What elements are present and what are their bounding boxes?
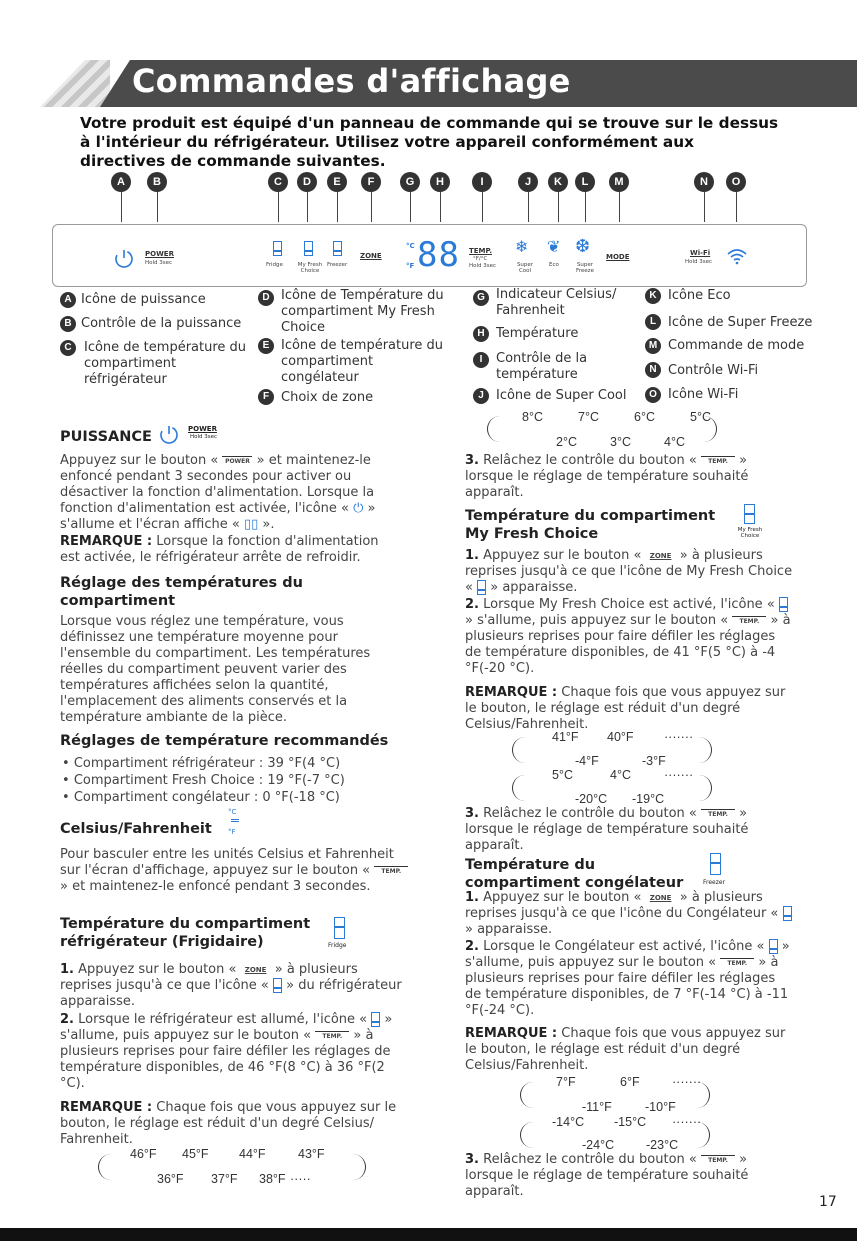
temp-step: 45°F xyxy=(182,1147,209,1161)
zone-button-mini: ZONE xyxy=(244,965,267,974)
temp-step: 37°F xyxy=(211,1172,238,1186)
temp-step: -23°C xyxy=(646,1138,679,1152)
legend-i-marker: I xyxy=(473,352,489,368)
marker-k: K xyxy=(548,172,568,192)
super-freeze-icon: ❆ xyxy=(575,236,591,257)
temp-step: -15°C xyxy=(614,1115,647,1129)
wifi-hold: Hold 3sec xyxy=(685,259,713,265)
temp-step: 2°C xyxy=(556,435,577,449)
eco-label: Eco xyxy=(549,262,559,268)
my-fresh-choice-icon xyxy=(744,504,755,524)
recommandes-item: • Compartiment réfrigérateur : 39 °F(4 °C) xyxy=(62,756,341,771)
power-label[interactable]: POWER xyxy=(145,250,174,258)
pointer-line xyxy=(337,192,338,222)
pointer-line xyxy=(585,192,586,222)
zone-button-mini: ZONE xyxy=(649,893,672,902)
marker-e: E xyxy=(327,172,347,192)
legend-e: Icône de température du compartiment congélateur xyxy=(281,338,444,385)
my-fresh-choice-icon xyxy=(477,580,486,595)
page-number: 17 xyxy=(819,1194,837,1210)
marker-c: C xyxy=(268,172,288,192)
congelateur-note: REMARQUE : Chaque fois que vous appuyez sur le bouton, le réglage est réduit d'un degré Celsius/Fahrenheit. xyxy=(465,1026,786,1073)
power-icon[interactable] xyxy=(113,247,135,269)
mfc-note: REMARQUE : Chaque fois que vous appuyez sur le bouton, le réglage est réduit d'un degré Celsius/Fahrenheit. xyxy=(465,685,786,732)
marker-n: N xyxy=(694,172,714,192)
fridge-label: Fridge xyxy=(266,262,283,268)
marker-j: J xyxy=(518,172,538,192)
marker-o: O xyxy=(726,172,746,192)
legend-f-marker: F xyxy=(258,389,274,405)
celsius-fahrenheit-title: Celsius/Fahrenheit xyxy=(60,821,212,837)
temperature-display: 88 xyxy=(417,235,460,275)
temp-button-mini: TEMP. xyxy=(701,456,735,465)
congelateur-step2: 2. Lorsque le Congélateur est activé, l'icône « » s'allume, puis appuyez sur le bouton « TEMP. » à plusieurs reprises pour faire défiler les réglages de température disponibles, de 7 °F(-14 °C) à -11 °F(-24 °C). xyxy=(465,939,790,1018)
temp-step: 46°F xyxy=(130,1147,157,1161)
temp-button-mini: TEMP. xyxy=(732,616,766,625)
pointer-line xyxy=(371,192,372,222)
temp-step: 44°F xyxy=(239,1147,266,1161)
display-digits-icon: ▯▯ xyxy=(243,517,259,532)
temp-step: 5°C xyxy=(552,768,573,782)
power-icon xyxy=(158,423,180,445)
fridge-label: Fridge xyxy=(328,942,347,949)
temp-step: 6°F xyxy=(620,1075,640,1089)
frigidaire-step2: 2. Lorsque le réfrigérateur est allumé, l'icône « » s'allume, puis appuyez sur le bouton « TEMP. » à plusieurs reprises pour faire défiler les réglages de température disponibles, de 46 °F(8 °C) à 36 °F(2 °C). xyxy=(60,1012,393,1091)
legend-o: Icône Wi-Fi xyxy=(668,387,739,402)
temp-step: 36°F xyxy=(157,1172,184,1186)
marker-a: A xyxy=(111,172,131,192)
legend-o-marker: O xyxy=(645,387,661,403)
intro-text: Votre produit est équipé d'un panneau de commande qui se trouve sur le dessus à l'intérieur du réfrigérateur. Utilisez votre appareil conformément aux directives de commande suivantes. xyxy=(80,114,779,170)
recommandes-title: Réglages de température recommandés xyxy=(60,733,389,749)
header-stripes xyxy=(40,60,110,107)
reglage-title: Réglage des températures du compartiment xyxy=(60,575,303,609)
frigidaire-title: Température du compartiment réfrigérateur (Frigidaire) xyxy=(60,916,311,950)
legend-k: Icône Eco xyxy=(668,288,731,303)
frigidaire-step1: 1. Appuyez sur le bouton « ZONE » à plusieurs reprises jusqu'à ce que l'icône « » du réfrigérateur apparaisse. xyxy=(60,962,402,1009)
eco-icon: ❦ xyxy=(547,237,561,256)
legend-b-marker: B xyxy=(60,316,76,332)
fridge-icon xyxy=(273,241,282,256)
wifi-icon xyxy=(726,247,748,265)
super-freeze-label: Super Freeze xyxy=(576,262,594,274)
legend-h-marker: H xyxy=(473,326,489,342)
marker-b: B xyxy=(147,172,167,192)
freezer-icon xyxy=(769,939,778,954)
celsius-indicator: °C xyxy=(406,242,415,250)
legend-m: Commande de mode xyxy=(668,338,805,353)
temp-step: ······· xyxy=(664,730,694,744)
pointer-line xyxy=(482,192,483,222)
temp-step: -24°C xyxy=(582,1138,615,1152)
celsius-fahrenheit-paragraph: Pour basculer entre les unités Celsius et Fahrenheit sur l'écran d'affichage, appuyez sur le bouton « TEMP. » et maintenez-le enfoncé pendant 3 secondes. xyxy=(60,847,410,895)
pointer-line xyxy=(440,192,441,222)
super-cool-label: Super Cool xyxy=(516,262,534,274)
temp-step: -11°F xyxy=(582,1100,612,1114)
temp-step: ······· xyxy=(672,1075,702,1089)
temp-button-mini: TEMP. xyxy=(374,866,408,875)
power-hold: Hold 3sec xyxy=(145,260,173,266)
legend-a-marker: A xyxy=(60,292,76,308)
legend-a: Icône de puissance xyxy=(81,292,206,307)
zone-button-mini: ZONE xyxy=(649,551,672,560)
legend-b: Contrôle de la puissance xyxy=(81,316,242,331)
recommandes-item: • Compartiment Fresh Choice : 19 °F(-7 °C) xyxy=(62,773,345,788)
pointer-line xyxy=(704,192,705,222)
temp-button-mini: TEMP. xyxy=(315,1031,349,1040)
power-hold: Hold 3sec xyxy=(190,434,218,440)
super-cool-icon: ❄ xyxy=(515,237,529,256)
my-fresh-choice-label: My Fresh Choice xyxy=(297,262,323,274)
temp-step: 5°C xyxy=(690,410,711,424)
congelateur-step1: 1. Appuyez sur le bouton « ZONE » à plusieurs reprises jusqu'à ce que l'icône du Congélateur « » apparaisse. xyxy=(465,890,795,938)
freezer-icon xyxy=(710,853,721,875)
celsius-indicator: °C xyxy=(228,808,237,816)
pointer-line xyxy=(410,192,411,222)
temp-step: 43°F xyxy=(298,1147,325,1161)
temp-step: ······· xyxy=(672,1115,702,1129)
temp-hold: Hold 3sec xyxy=(469,263,497,269)
freezer-label: Freezer xyxy=(327,262,348,268)
pointer-line xyxy=(121,192,122,222)
reglage-paragraph: Lorsque vous réglez une température, vous définissez une température moyenne pour l'ensemble du compartiment. Les températures réelles du compartiment peuvent varier des températures affichées selon la quantité, l'emplacement des aliments conservés et la température ambiante de la pièce. xyxy=(60,614,371,725)
temp-step: -4°F xyxy=(575,754,599,768)
temp-step: ····· xyxy=(290,1172,311,1186)
marker-i: I xyxy=(472,172,492,192)
legend-k-marker: K xyxy=(645,288,661,304)
temp-step: 38°F xyxy=(259,1172,286,1186)
mode-button[interactable]: MODE xyxy=(606,253,630,261)
puissance-title: PUISSANCE xyxy=(60,429,152,445)
power-button-mini: POWER xyxy=(222,456,252,465)
temp-step: 7°F xyxy=(556,1075,576,1089)
zone-button[interactable]: ZONE xyxy=(360,252,382,260)
legend-l-marker: L xyxy=(645,314,661,330)
marker-l: L xyxy=(575,172,595,192)
pointer-line xyxy=(736,192,737,222)
marker-d: D xyxy=(297,172,317,192)
marker-h: H xyxy=(430,172,450,192)
freezer-label: Freezer xyxy=(703,879,726,886)
mfc-title: Température du compartiment My Fresh Choice xyxy=(465,508,716,542)
my-fresh-choice-icon xyxy=(779,597,788,612)
marker-m: M xyxy=(609,172,629,192)
pointer-line xyxy=(278,192,279,222)
footer-bar xyxy=(0,1228,857,1241)
temp-step: 41°F xyxy=(552,730,579,744)
recommandes-item: • Compartiment congélateur : 0 °F(-18 °C) xyxy=(62,790,340,805)
legend-d-marker: D xyxy=(258,290,274,306)
legend-d: Icône de Température du compartiment My Fresh Choice xyxy=(281,288,444,335)
pointer-line xyxy=(619,192,620,222)
freezer-icon xyxy=(333,241,342,256)
page-title: Commandes d'affichage xyxy=(132,62,571,100)
temp-step: 8°C xyxy=(522,410,543,424)
temp-step: -14°C xyxy=(552,1115,585,1129)
fridge-icon xyxy=(334,917,345,939)
mfc-step3: 3. Relâchez le contrôle du bouton « TEMP. » lorsque le réglage de température souhaité apparaît. xyxy=(465,806,749,853)
puissance-note: REMARQUE : Lorsque la fonction d'alimentation est activée, le réfrigérateur arrête de refroidir. xyxy=(60,534,379,565)
fridge-icon xyxy=(273,978,282,993)
my-fresh-choice-label: My Fresh Choice xyxy=(737,527,763,539)
marker-f: F xyxy=(361,172,381,192)
legend-h: Température xyxy=(496,326,579,341)
wifi-button[interactable]: Wi-Fi xyxy=(690,249,711,257)
frigidaire-step3: 3. Relâchez le contrôle du bouton « TEMP. » lorsque le réglage de température souhaité apparaît. xyxy=(465,453,749,500)
legend-j: Icône de Super Cool xyxy=(496,388,627,403)
temp-unit: °F/°C xyxy=(473,256,488,262)
pointer-line xyxy=(558,192,559,222)
mfc-step2: 2. Lorsque My Fresh Choice est activé, l'icône « » s'allume, puis appuyez sur le bouton « TEMP. » à plusieurs reprises pour faire défiler les réglages de température disponibles, de 41 °F(5 °C) à -4 °F(-20 °C). xyxy=(465,597,791,676)
temp-step: -20°C xyxy=(575,792,608,806)
legend-g: Indicateur Celsius/ Fahrenheit xyxy=(496,287,617,318)
temp-button[interactable]: TEMP. xyxy=(469,247,493,255)
fahrenheit-indicator: °F xyxy=(406,262,415,270)
temp-step: -3°F xyxy=(642,754,666,768)
temp-button-mini: TEMP. xyxy=(720,958,754,967)
legend-c-marker: C xyxy=(60,340,76,356)
fahrenheit-indicator: °F xyxy=(228,828,236,836)
temp-step: 6°C xyxy=(634,410,655,424)
legend-i: Contrôle de la température xyxy=(496,351,588,382)
power-label: POWER xyxy=(188,425,217,433)
puissance-paragraph: Appuyez sur le bouton « POWER » et maintenez-le enfoncé pendant 3 secondes pour activer ou désactiver la fonction d'alimentation. Lorsque la fonction d'alimentation est activée, l'icône « ⏻ » s'allume et l'écran affiche « ▯▯ ». xyxy=(60,453,376,532)
pointer-line xyxy=(528,192,529,222)
temp-step: 40°F xyxy=(607,730,634,744)
power-icon: ⏻ xyxy=(353,501,364,516)
temp-step: 4°C xyxy=(610,768,631,782)
congelateur-title: Température du compartiment congélateur xyxy=(465,857,684,891)
control-panel xyxy=(52,224,807,287)
legend-l: Icône de Super Freeze xyxy=(668,315,813,330)
temp-step: ······· xyxy=(664,768,694,782)
temp-step: 7°C xyxy=(578,410,599,424)
legend-c: Icône de température du compartiment réfrigérateur xyxy=(84,340,247,387)
temp-step: 4°C xyxy=(664,435,685,449)
legend-g-marker: G xyxy=(473,290,489,306)
freezer-icon xyxy=(783,906,792,921)
temp-step: -10°F xyxy=(645,1100,676,1114)
legend-m-marker: M xyxy=(645,338,661,354)
legend-j-marker: J xyxy=(473,388,489,404)
my-fresh-choice-icon xyxy=(304,241,313,256)
legend-n: Contrôle Wi-Fi xyxy=(668,363,759,378)
pointer-line xyxy=(157,192,158,222)
temp-step: 3°C xyxy=(610,435,631,449)
marker-g: G xyxy=(400,172,420,192)
temp-button-mini: TEMP. xyxy=(701,809,735,818)
mfc-step1: 1. Appuyez sur le bouton « ZONE » à plusieurs reprises jusqu'à ce que l'icône de My Fresh Choice « » apparaisse. xyxy=(465,548,793,595)
congelateur-step3: 3. Relâchez le contrôle du bouton « TEMP. » lorsque le réglage de température souhaité apparaît. xyxy=(465,1152,749,1199)
cf-separator-icon xyxy=(231,819,239,822)
legend-e-marker: E xyxy=(258,338,274,354)
temp-step: -19°C xyxy=(632,792,665,806)
temp-button-mini: TEMP. xyxy=(701,1155,735,1164)
legend-f: Choix de zone xyxy=(281,390,374,405)
fridge-icon xyxy=(371,1012,380,1027)
legend-n-marker: N xyxy=(645,362,661,378)
frigidaire-note: REMARQUE : Chaque fois que vous appuyez sur le bouton, le réglage est réduit d'un degré Celsius/ Fahrenheit. xyxy=(60,1100,397,1147)
pointer-line xyxy=(307,192,308,222)
